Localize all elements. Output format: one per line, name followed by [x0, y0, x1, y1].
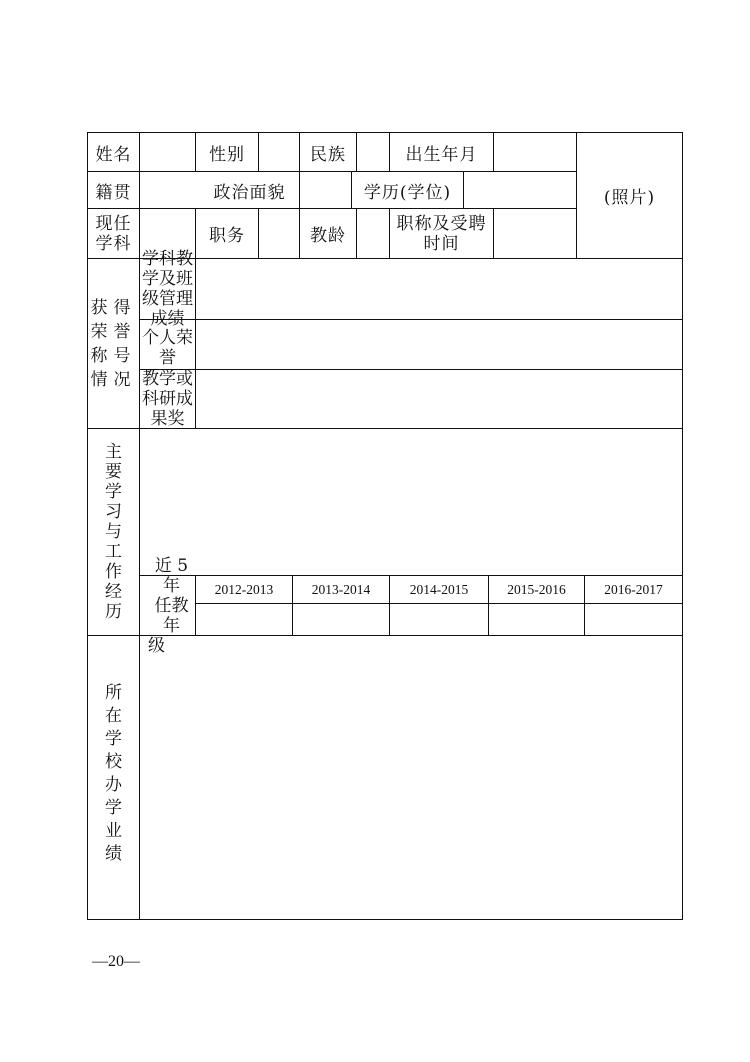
- school-achievements-field[interactable]: [140, 636, 682, 919]
- experience-section-title: [88, 429, 139, 635]
- honors-title-line4: 情况: [90, 369, 137, 390]
- experience-title-char: 主: [105, 442, 122, 462]
- name-label: 姓名: [95, 144, 132, 165]
- year-header-cell: 2013-2014: [311, 581, 371, 597]
- ethnicity-label: 民族: [310, 144, 346, 165]
- grade-field[interactable]: [489, 604, 584, 635]
- gender-label: 性别: [209, 144, 245, 165]
- school-title-char: 业: [105, 820, 122, 841]
- title-label-line2: 时间: [423, 233, 460, 254]
- current-subject-label-line2: 学科: [95, 233, 132, 254]
- hometown-field[interactable]: [140, 172, 200, 208]
- political-status-label: 政治面貌: [213, 182, 286, 203]
- experience-title-char: 习: [105, 502, 122, 522]
- current-subject-label: [88, 209, 139, 258]
- experience-title-char: 作: [105, 562, 122, 582]
- honors-title-line1: 获得: [90, 297, 137, 318]
- name-field[interactable]: [140, 133, 195, 171]
- experience-title-char: 历: [105, 602, 122, 622]
- honors-title-line3: 称号: [90, 345, 137, 366]
- personal-honors-label: [140, 320, 195, 369]
- grade-field[interactable]: [390, 604, 488, 635]
- honors-title-line2: 荣誉: [90, 321, 137, 342]
- title-and-hire-date-label: [390, 209, 493, 258]
- ethnicity-field[interactable]: [357, 133, 389, 171]
- teaching-years-field[interactable]: [357, 209, 389, 258]
- political-status-field[interactable]: [300, 172, 351, 208]
- experience-field[interactable]: [140, 429, 682, 575]
- school-title-char: 所: [105, 682, 122, 703]
- year-header-cell: 2014-2015: [409, 581, 469, 597]
- research-awards-line2: 科研成: [142, 389, 193, 409]
- research-awards-line3: 果奖: [150, 409, 185, 429]
- position-label: 职务: [209, 226, 245, 246]
- education-field[interactable]: [464, 172, 576, 208]
- personal-honors-field[interactable]: [196, 320, 682, 369]
- research-awards-label: [140, 370, 195, 428]
- teaching-achievements-line1: 学科教: [142, 249, 193, 269]
- experience-title-char: 要: [105, 462, 122, 482]
- school-title-char: 学: [105, 728, 122, 749]
- grade-field[interactable]: [293, 604, 389, 635]
- table-border-bottom: [87, 919, 683, 920]
- honors-section-title: [88, 259, 139, 428]
- recent-grades-line1: 近 5 年: [154, 555, 189, 596]
- recent-grades-line3: 级: [148, 635, 165, 656]
- research-awards-line1: 教学或: [142, 369, 193, 389]
- school-achievements-title: [88, 636, 139, 919]
- school-title-char: 办: [105, 774, 122, 795]
- personal-honors-line2: 誉: [159, 348, 176, 368]
- school-title-char: 绩: [105, 843, 122, 864]
- position-field[interactable]: [259, 209, 299, 258]
- teaching-achievements-line4: 成绩: [150, 309, 185, 329]
- teaching-achievements-line2: 学及班: [142, 269, 193, 289]
- education-label: 学历(学位): [363, 182, 452, 203]
- research-awards-field[interactable]: [196, 370, 682, 428]
- year-header-cell: 2015-2016: [507, 581, 566, 597]
- title-label-line1: 职称及受聘: [396, 213, 487, 234]
- experience-title-char: 学: [105, 482, 122, 502]
- teaching-achievements-label: [140, 249, 195, 329]
- personal-honors-line1: 个人荣: [142, 328, 193, 348]
- school-title-char: 校: [105, 751, 122, 772]
- experience-title-char: 经: [105, 582, 122, 602]
- grade-field[interactable]: [585, 604, 682, 635]
- table-border-right: [682, 132, 683, 920]
- teaching-achievements-field[interactable]: [196, 259, 682, 319]
- hometown-label: 籍贯: [95, 182, 132, 203]
- current-subject-label-line1: 现任: [95, 213, 132, 234]
- year-header-cell: 2016-2017: [604, 581, 663, 597]
- page-number: —20—: [92, 953, 140, 970]
- experience-title-char: 工: [105, 542, 122, 562]
- recent-grades-line2: 任教年: [154, 595, 189, 636]
- birth-date-label: 出生年月: [405, 144, 478, 165]
- grade-field[interactable]: [196, 604, 292, 635]
- school-title-char: 在: [105, 705, 122, 726]
- gender-field[interactable]: [259, 133, 299, 171]
- teaching-achievements-line3: 级管理: [142, 289, 193, 309]
- birth-date-field[interactable]: [494, 133, 576, 171]
- year-header-cell: 2012-2013: [214, 581, 274, 597]
- photo-placeholder[interactable]: (照片): [603, 188, 656, 208]
- recent-grades-label: [140, 555, 195, 656]
- experience-title-char: 与: [105, 522, 122, 542]
- school-title-char: 学: [105, 797, 122, 818]
- teaching-years-label: 教龄: [310, 226, 346, 246]
- title-and-hire-date-field[interactable]: [494, 209, 576, 258]
